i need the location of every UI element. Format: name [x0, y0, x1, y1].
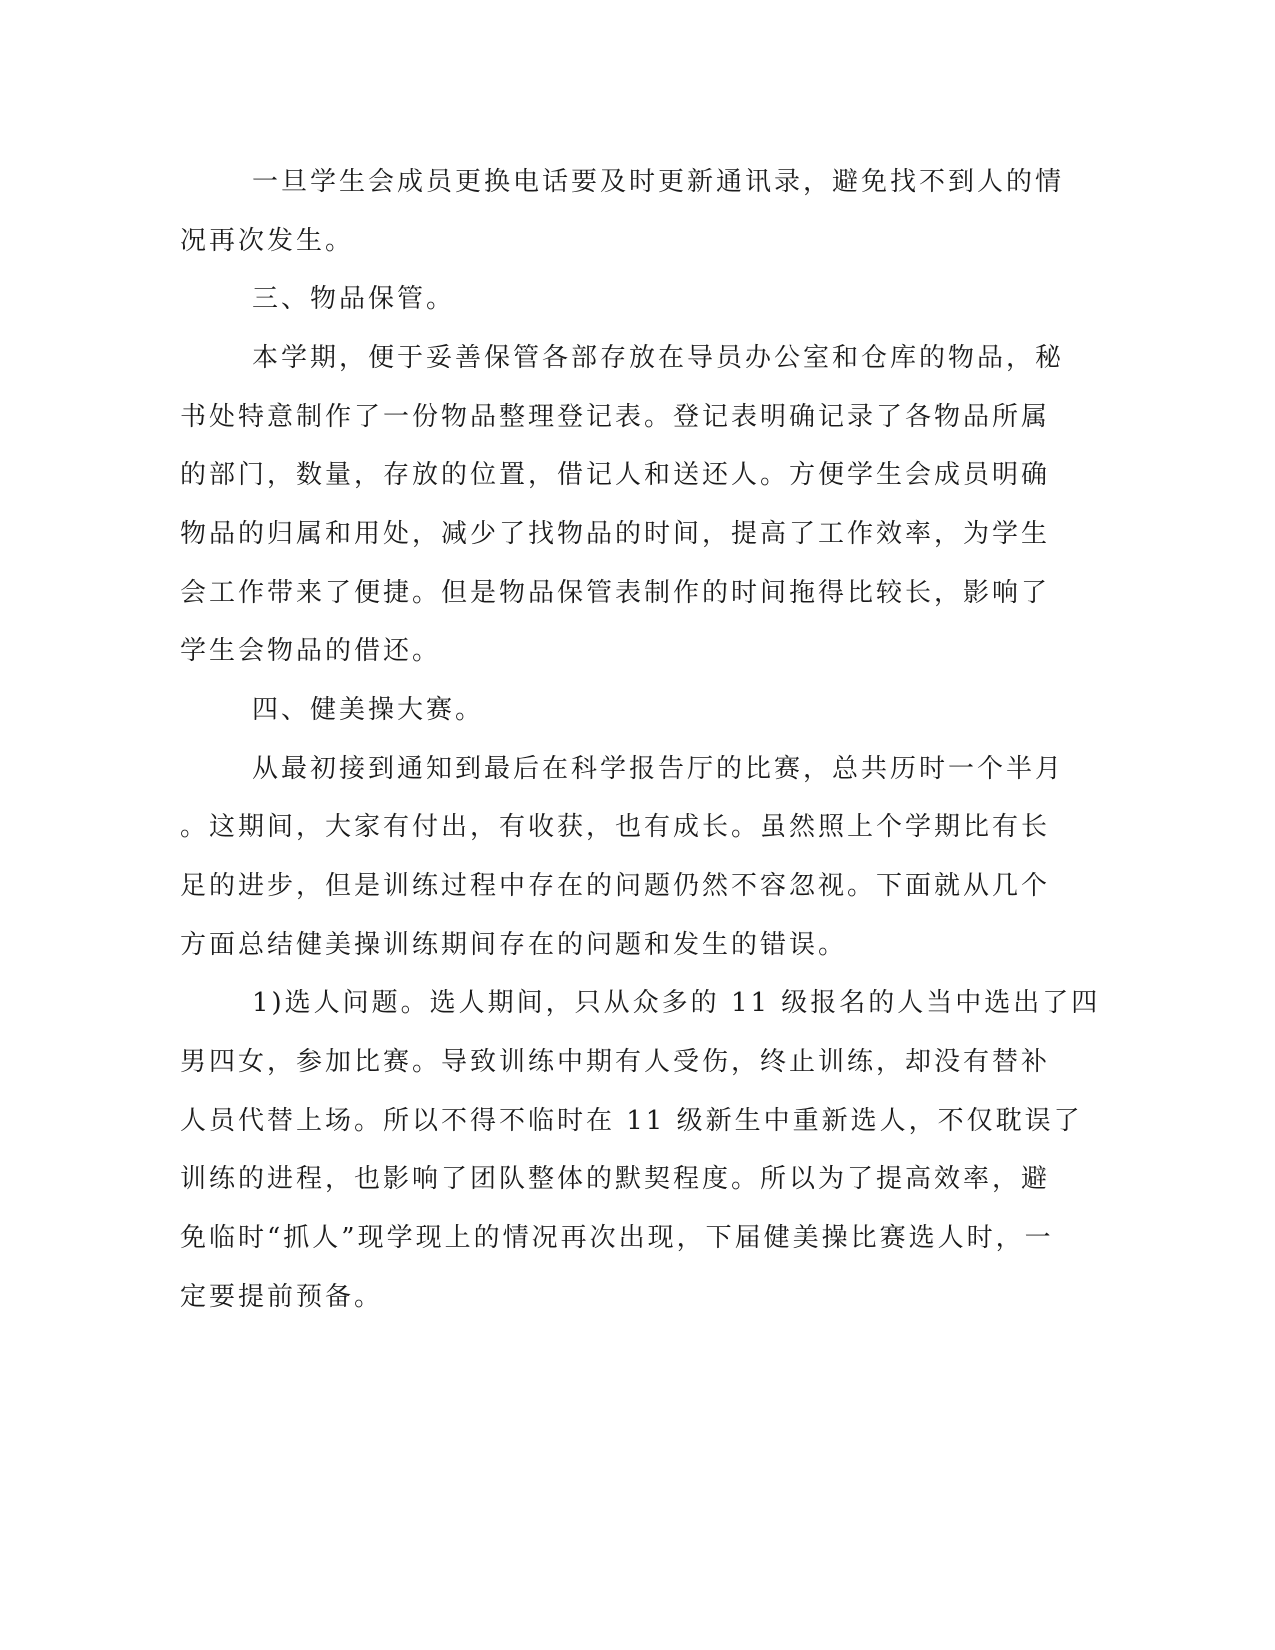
- text-line: 学生会物品的借还。: [180, 636, 442, 666]
- text-line: 的部门，数量，存放的位置，借记人和送还人。方便学生会成员明确: [180, 460, 1051, 490]
- text-line: 人员代替上场。所以不得不临时在 11 级新生中重新选人，不仅耽误了: [180, 1106, 1083, 1136]
- text-line: 物品的归属和用处，减少了找物品的时间，提高了工作效率，为学生: [180, 519, 1051, 549]
- text-line: 况再次发生。: [180, 226, 355, 256]
- text-line: 书处特意制作了一份物品整理登记表。登记表明确记录了各物品所属: [180, 402, 1051, 432]
- text-line: 一旦学生会成员更换电话要及时更新通讯录，避免找不到人的情: [252, 167, 1065, 197]
- text-line: 1)选人问题。选人期间，只从众多的 11 级报名的人当中选出了四: [252, 988, 1101, 1018]
- text-line: 男四女，参加比赛。导致训练中期有人受伤，终止训练，却没有替补: [180, 1047, 1051, 1077]
- text-line: 方面总结健美操训练期间存在的问题和发生的错误。: [180, 930, 848, 960]
- text-line: 从最初接到通知到最后在科学报告厅的比赛，总共历时一个半月: [252, 754, 1065, 784]
- text-line: 训练的进程，也影响了团队整体的默契程度。所以为了提高效率，避: [180, 1164, 1051, 1194]
- text-line: 足的进步，但是训练过程中存在的问题仍然不容忽视。下面就从几个: [180, 871, 1051, 901]
- text-line: 。这期间，大家有付出，有收获，也有成长。虽然照上个学期比有长: [180, 812, 1051, 842]
- text-line: 定要提前预备。: [180, 1282, 384, 1312]
- text-line: 免临时“抓人”现学现上的情况再次出现，下届健美操比赛选人时，一: [180, 1223, 1054, 1253]
- section-heading: 三、物品保管。: [252, 284, 456, 314]
- section-heading: 四、健美操大赛。: [252, 695, 485, 725]
- text-line: 本学期，便于妥善保管各部存放在导员办公室和仓库的物品，秘: [252, 343, 1065, 373]
- text-line: 会工作带来了便捷。但是物品保管表制作的时间拖得比较长，影响了: [180, 578, 1051, 608]
